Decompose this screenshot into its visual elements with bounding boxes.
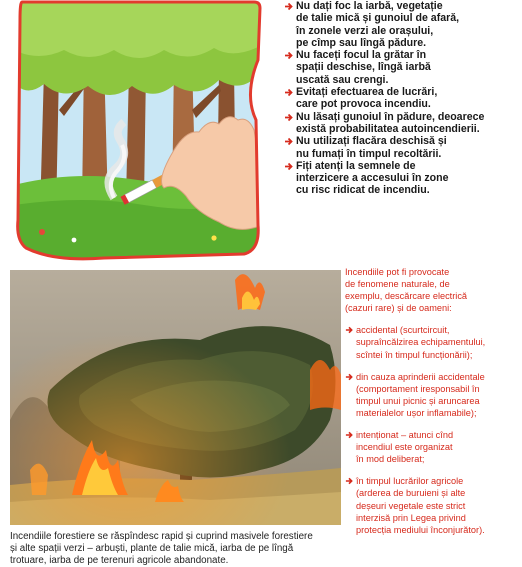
photo-caption: Incendiile forestiere se răspîndesc rapid și cuprind masivele forestiere și alte spații verzi – arbuști, plante de talie mică, iarba de pe lîngă trotuare, iarba de pe terenuri agricole abandonate. <box>10 531 313 566</box>
arrow-right-icon <box>284 86 296 97</box>
rule-text: Nu utilizați flacăra deschisă și nu fumați în timpul recoltării. <box>296 135 447 160</box>
fire-causes-panel <box>345 266 520 546</box>
rule-item <box>284 135 520 160</box>
arrow-right-icon <box>284 135 296 146</box>
arrow-right-icon <box>284 160 296 171</box>
rule-text: Nu dați foc la iarbă, vegetație de talie mică și gunoiul de afară, în zonele verzi ale orașului, pe cîmp sau lîngă pădure. <box>296 0 460 49</box>
cause-item <box>345 324 520 360</box>
forest-fire-warning-illustration <box>14 0 262 262</box>
arrow-right-icon <box>345 324 356 360</box>
rule-text: Nu lăsați gunoiul în pădure, deoarece există probabilitatea autoincendierii. <box>296 110 485 135</box>
arrow-right-icon <box>345 429 356 465</box>
arrow-right-icon <box>345 475 356 535</box>
rule-item <box>284 0 520 49</box>
cause-item <box>345 475 520 535</box>
cause-text: accidental (scurtcircuit, supraîncălzirea echipamentului, scîntei în timpul funcționării); <box>356 325 486 360</box>
cause-text: în timpul lucrărilor agricole (arderea de buruieni și alte deșeuri vegetale este strict interzisă prin Legea privind protecția mediului înconjurător). <box>356 476 485 535</box>
rule-text: Evitați efectuarea de lucrări, care pot provoca incendiu. <box>296 86 438 111</box>
arrow-right-icon <box>284 49 296 60</box>
rule-item <box>284 86 520 111</box>
cause-item <box>345 371 520 419</box>
cause-text: intenționat – atunci cînd incendiul este organizat în mod deliberat; <box>356 430 454 465</box>
arrow-right-icon <box>284 111 296 122</box>
forest-fire-photo <box>10 270 341 525</box>
fire-safety-rules-list <box>284 0 520 197</box>
causes-intro: Incendiile pot fi provocate de fenomene naturale, de exemplu, descărcare electrică (cazuri rare) și de oameni: <box>345 267 468 314</box>
arrow-right-icon <box>284 0 296 11</box>
rule-item <box>284 160 520 197</box>
rule-text: Fiți atenți la semnele de interzicere a accesului în zone cu risc ridicat de incendiu. <box>296 159 449 197</box>
rule-item <box>284 111 520 136</box>
arrow-right-icon <box>345 371 356 419</box>
cause-item <box>345 429 520 465</box>
rule-item <box>284 49 520 86</box>
cause-text: din cauza aprinderii accidentale (comportament iresponsabil în timpul unui picnic și aruncarea materialelor ușor inflamabile); <box>356 371 485 418</box>
rule-text: Nu faceți focul la grătar în spații deschise, lîngă iarbă uscată sau crengi. <box>296 49 431 86</box>
